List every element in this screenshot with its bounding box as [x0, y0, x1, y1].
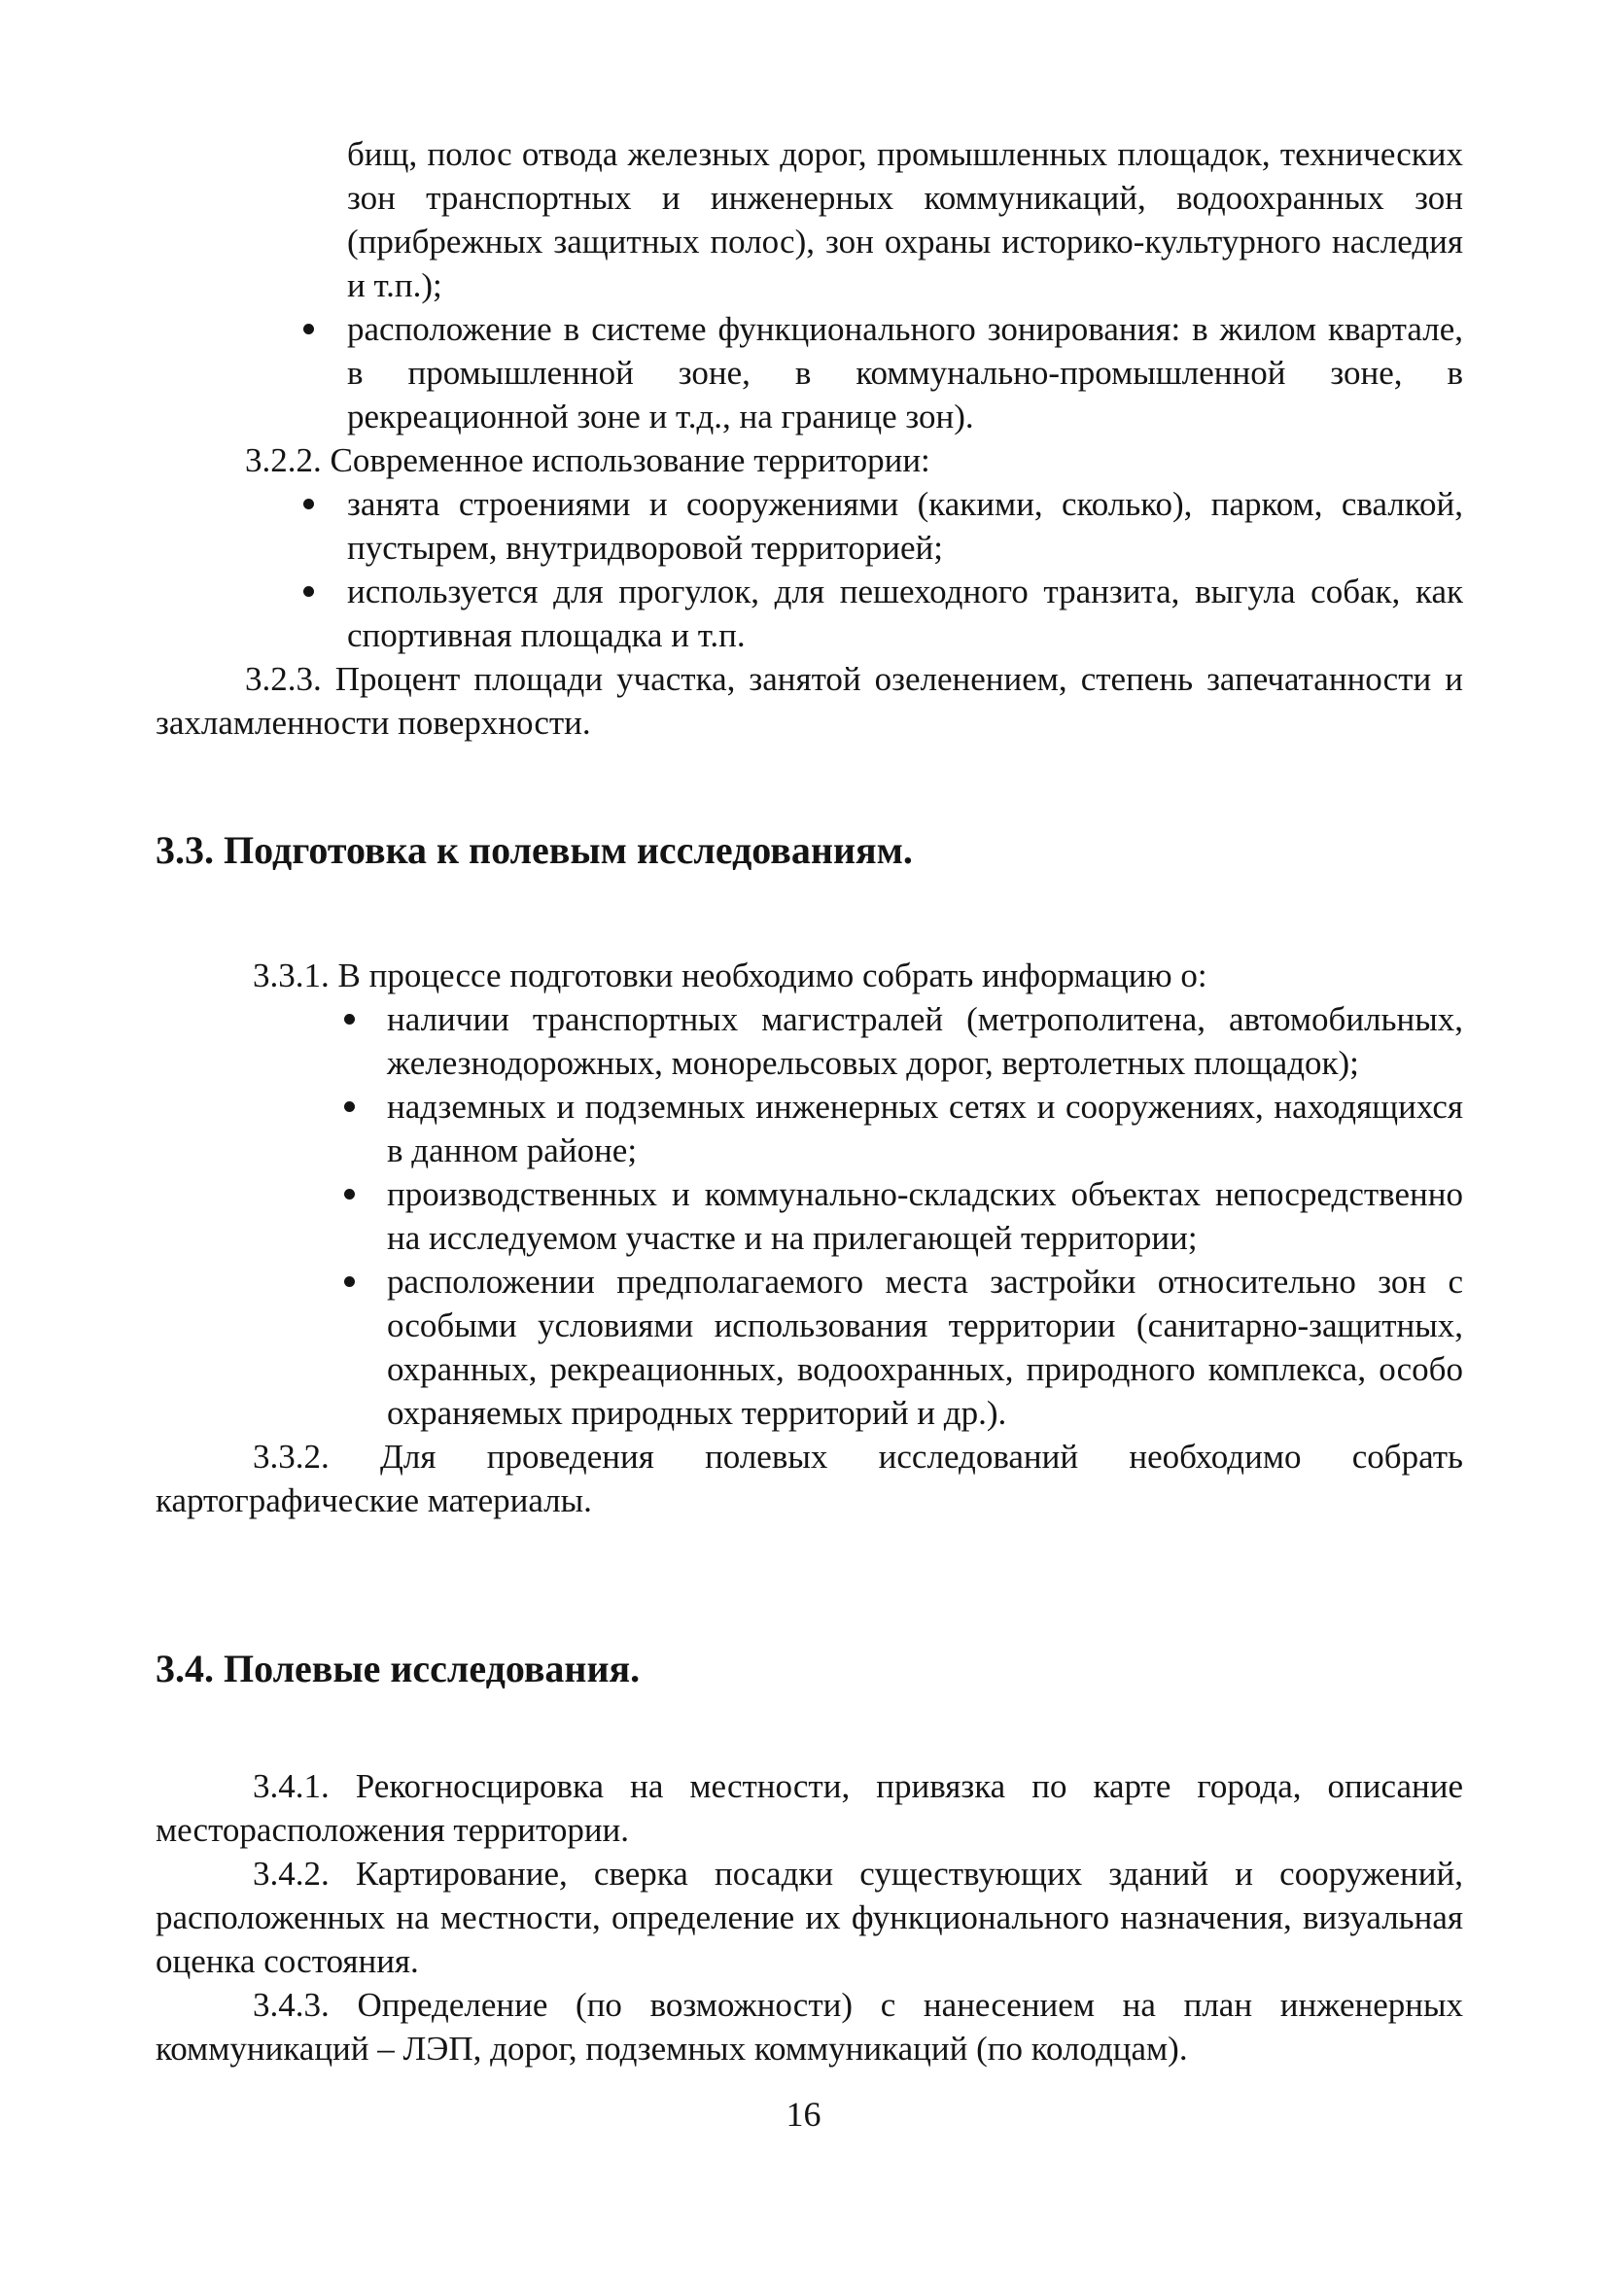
paragraph-3-3-1: 3.3.1. В процессе подготовки необходимо собрать информацию о: [253, 957, 1207, 994]
bullet-icon [344, 1014, 355, 1025]
list-item-text: расположение в системе функционального зонирования: в жилом квартале, в промышленной зоне, в коммунально-промышленной зоне, в рекреационной зоне и т.д., на границе зон). [347, 310, 1463, 435]
list-item-text: производственных и коммунально-складских объектах непосредственно на исследуемом участке и на прилегающей территории; [387, 1175, 1463, 1257]
page-number: 16 [786, 2095, 821, 2134]
bullet-icon [303, 586, 314, 597]
paragraph-3-4-2: 3.4.2. Картирование, сверка посадки существующих зданий и сооружений, расположенных на местности, определение их функционального назначения, визуальная оценка состояния. [156, 1855, 1463, 1980]
bullet-icon [344, 1101, 355, 1112]
list-item-text: наличии транспортных магистралей (метрополитена, автомобильных, железнодорожных, монорельсовых дорог, вертолетных площадок); [387, 1000, 1463, 1082]
bullet-icon [344, 1189, 355, 1200]
bullet-list-3-2-2 [347, 482, 1463, 657]
list-item-text: используется для прогулок, для пешеходного транзита, выгула собак, как спортивная площадка и т.п. [347, 573, 1463, 654]
block-3-2 [156, 132, 1463, 745]
paragraph-3-2-3: 3.2.3. Процент площади участка, занятой озеленением, степень запечатанности и захламленности поверхности. [156, 660, 1463, 742]
paragraph-3-4-3: 3.4.3. Определение (по возможности) с нанесением на план инженерных коммуникаций – ЛЭП, дорог, подземных коммуникаций (по колодцам). [156, 1986, 1463, 2068]
list-item [347, 307, 1463, 438]
list-item-text: расположении предполагаемого места застройки относительно зон с особыми условиями использования территории (санитарно-защитных, охранных, рекреационных, водоохранных, природного комплекса, особо охраняемых природных территорий и др.). [387, 1263, 1463, 1432]
list-item-text: надземных и подземных инженерных сетях и сооружениях, находящихся в данном районе; [387, 1088, 1463, 1169]
list-item [387, 1260, 1463, 1435]
list-item [387, 997, 1463, 1085]
section-3-3-heading-wrap [156, 826, 1463, 875]
paragraph-3-4-1: 3.4.1. Рекогносцировка на местности, привязка по карте города, описание месторасположения территории. [156, 1767, 1463, 1849]
block-3-3 [156, 954, 1463, 1522]
section-heading-3-4: 3.4. Полевые исследования. [156, 1647, 641, 1690]
list-item-text: занята строениями и сооружениями (какими, сколько), парком, свалкой, пустырем, внутридворовой территорией; [347, 485, 1463, 567]
bullet-list-3-3-1 [387, 997, 1463, 1435]
paragraph-3-2-2: 3.2.2. Современное использование территории: [245, 441, 930, 479]
bullet-icon [303, 324, 314, 334]
block-3-4 [156, 1764, 1463, 2070]
bullet-list-location [347, 307, 1463, 438]
section-heading-3-3: 3.3. Подготовка к полевым исследованиям. [156, 828, 913, 872]
bullet-icon [303, 499, 314, 509]
paragraph-3-3-2: 3.3.2. Для проведения полевых исследований необходимо собрать картографические материалы. [156, 1438, 1463, 1519]
bullet-icon [344, 1276, 355, 1287]
continuation-paragraph: бищ, полос отвода железных дорог, промышленных площадок, технических зон транспортных и инженерных коммуникаций, водоохранных зон (прибрежных защитных полос), зон охраны историко-культурного наследия и т.п.); [347, 135, 1463, 304]
section-3-4-heading-wrap [156, 1645, 1463, 1693]
list-item [347, 570, 1463, 657]
list-item [387, 1085, 1463, 1172]
list-item [347, 482, 1463, 570]
list-item [387, 1172, 1463, 1260]
